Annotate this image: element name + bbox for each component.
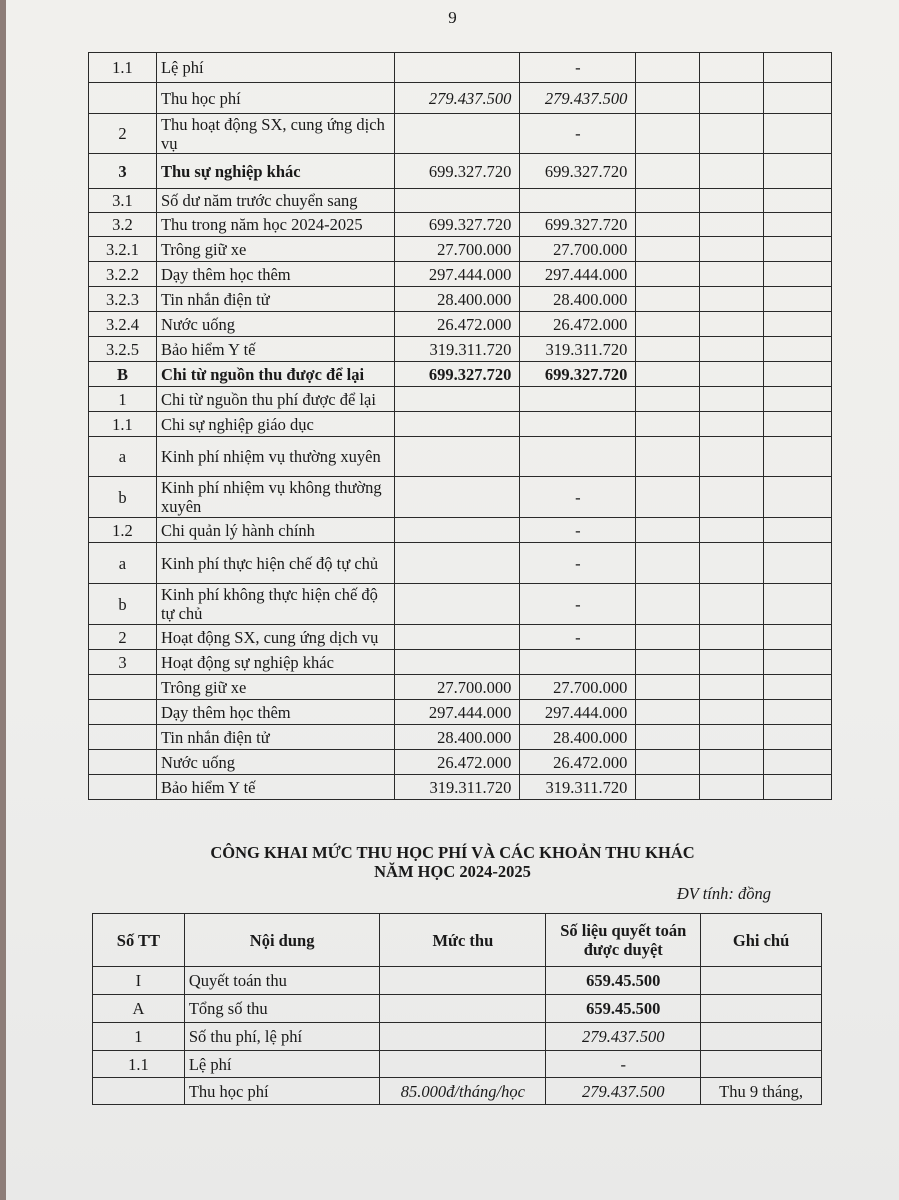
table-row: [89, 775, 832, 800]
empty-cell: [764, 775, 832, 800]
row-number: [89, 750, 157, 775]
row-note: Thu 9 tháng,: [701, 1078, 822, 1105]
row-content: Thu học phí: [156, 83, 394, 114]
table-row: [89, 625, 832, 650]
empty-cell: [764, 543, 832, 584]
empty-cell: [700, 584, 764, 625]
table-row: [89, 437, 832, 477]
table-row: [89, 700, 832, 725]
row-number: [89, 775, 157, 800]
empty-cell: [700, 543, 764, 584]
row-content: Chi quản lý hành chính: [156, 518, 394, 543]
row-value-2: -: [520, 114, 636, 154]
empty-cell: [700, 287, 764, 312]
row-value-2: -: [520, 477, 636, 518]
row-content: Tin nhắn điện tử: [156, 725, 394, 750]
empty-cell: [700, 312, 764, 337]
table-row: [89, 262, 832, 287]
empty-cell: [636, 287, 700, 312]
empty-cell: [636, 437, 700, 477]
row-value-2: 28.400.000: [520, 725, 636, 750]
row-note: [701, 967, 822, 995]
row-number: 3.2: [89, 213, 157, 237]
empty-cell: [700, 337, 764, 362]
empty-cell: [764, 114, 832, 154]
empty-cell: [636, 625, 700, 650]
table-row: [89, 387, 832, 412]
row-value-2: 26.472.000: [520, 750, 636, 775]
table-row: [89, 750, 832, 775]
header-approved: Số liệu quyết toán được duyệt: [546, 914, 701, 967]
empty-cell: [700, 625, 764, 650]
row-value-1: 319.311.720: [394, 337, 520, 362]
header-content: Nội dung: [184, 914, 380, 967]
row-number: b: [89, 584, 157, 625]
row-approved: 279.437.500: [546, 1078, 701, 1105]
empty-cell: [636, 518, 700, 543]
row-value-1: [394, 625, 520, 650]
row-value-1: [394, 543, 520, 584]
empty-cell: [636, 154, 700, 189]
table-row: [89, 650, 832, 675]
row-content: Bảo hiểm Y tế: [156, 775, 394, 800]
empty-cell: [700, 83, 764, 114]
row-value-1: 26.472.000: [394, 312, 520, 337]
row-value-1: 27.700.000: [394, 675, 520, 700]
row-content: Thu học phí: [184, 1078, 380, 1105]
row-rate: [380, 967, 546, 995]
row-value-1: 279.437.500: [394, 83, 520, 114]
row-value-2: 699.327.720: [520, 213, 636, 237]
fee-disclosure-table: [92, 913, 822, 1105]
empty-cell: [764, 518, 832, 543]
row-number: [89, 700, 157, 725]
empty-cell: [636, 387, 700, 412]
row-number: 1: [89, 387, 157, 412]
row-content: Kinh phí nhiệm vụ không thường xuyên: [156, 477, 394, 518]
row-value-2: [520, 437, 636, 477]
row-number: 3.2.5: [89, 337, 157, 362]
row-value-2: 699.327.720: [520, 154, 636, 189]
table-row: [89, 53, 832, 83]
empty-cell: [764, 154, 832, 189]
empty-cell: [700, 477, 764, 518]
row-number: 3: [89, 154, 157, 189]
row-value-2: [520, 650, 636, 675]
row-number: b: [89, 477, 157, 518]
row-value-2: -: [520, 584, 636, 625]
empty-cell: [764, 237, 832, 262]
row-content: Dạy thêm học thêm: [156, 262, 394, 287]
row-number: 3.2.4: [89, 312, 157, 337]
row-number: 1.1: [89, 412, 157, 437]
row-value-1: 28.400.000: [394, 287, 520, 312]
empty-cell: [636, 584, 700, 625]
empty-cell: [700, 362, 764, 387]
row-value-1: [394, 53, 520, 83]
row-rate: [380, 1023, 546, 1051]
row-number: 3: [89, 650, 157, 675]
row-number: [89, 725, 157, 750]
row-content: Kinh phí không thực hiện chế độ tự chủ: [156, 584, 394, 625]
document-page: [6, 0, 899, 1200]
row-number: [89, 83, 157, 114]
unit-label: ĐV tính: đồng: [676, 884, 771, 903]
row-value-2: -: [520, 53, 636, 83]
row-number: 1.2: [89, 518, 157, 543]
header-rate: Mức thu: [380, 914, 546, 967]
row-value-2: [520, 412, 636, 437]
row-approved: 659.45.500: [546, 995, 701, 1023]
row-value-1: [394, 477, 520, 518]
empty-cell: [764, 262, 832, 287]
empty-cell: [764, 53, 832, 83]
row-number: [89, 675, 157, 700]
table-row: [89, 312, 832, 337]
row-number: 1.1: [89, 53, 157, 83]
empty-cell: [700, 412, 764, 437]
row-content: Chi từ nguồn thu phí được để lại: [156, 387, 394, 412]
header-note: Ghi chú: [701, 914, 822, 967]
empty-cell: [764, 675, 832, 700]
table-row: [89, 412, 832, 437]
row-value-1: [394, 650, 520, 675]
row-content: Thu trong năm học 2024-2025: [156, 213, 394, 237]
table-row: [93, 1051, 822, 1078]
empty-cell: [764, 412, 832, 437]
empty-cell: [764, 213, 832, 237]
table-row: [89, 83, 832, 114]
row-content: Tin nhắn điện tử: [156, 287, 394, 312]
empty-cell: [636, 650, 700, 675]
empty-cell: [700, 675, 764, 700]
row-value-2: 297.444.000: [520, 700, 636, 725]
row-content: Hoạt động sự nghiệp khác: [156, 650, 394, 675]
table-row: [89, 114, 832, 154]
row-number: a: [89, 543, 157, 584]
empty-cell: [636, 189, 700, 213]
row-content: Kinh phí nhiệm vụ thường xuyên: [156, 437, 394, 477]
table-row: [89, 543, 832, 584]
row-rate: [380, 1051, 546, 1078]
row-value-1: 297.444.000: [394, 700, 520, 725]
row-note: [701, 1023, 822, 1051]
empty-cell: [700, 437, 764, 477]
row-content: Hoạt động SX, cung ứng dịch vụ: [156, 625, 394, 650]
section-title: CÔNG KHAI MỨC THU HỌC PHÍ VÀ CÁC KHOẢN THU KHÁC: [210, 843, 695, 862]
empty-cell: [700, 518, 764, 543]
row-value-1: [394, 387, 520, 412]
row-value-1: 699.327.720: [394, 213, 520, 237]
row-value-1: [394, 584, 520, 625]
empty-cell: [700, 750, 764, 775]
empty-cell: [764, 312, 832, 337]
table-row: [89, 477, 832, 518]
row-value-2: [520, 387, 636, 412]
table-row: [93, 1023, 822, 1051]
empty-cell: [636, 362, 700, 387]
row-content: Nước uống: [156, 750, 394, 775]
empty-cell: [764, 650, 832, 675]
empty-cell: [636, 700, 700, 725]
page-number: 9: [448, 8, 457, 27]
empty-cell: [700, 154, 764, 189]
table-row: [89, 675, 832, 700]
row-approved: 279.437.500: [546, 1023, 701, 1051]
empty-cell: [636, 775, 700, 800]
row-value-1: 297.444.000: [394, 262, 520, 287]
row-content: Thu hoạt động SX, cung ứng dịch vụ: [156, 114, 394, 154]
empty-cell: [764, 337, 832, 362]
empty-cell: [700, 189, 764, 213]
row-value-1: 699.327.720: [394, 154, 520, 189]
empty-cell: [700, 237, 764, 262]
table-row: [93, 995, 822, 1023]
empty-cell: [636, 237, 700, 262]
row-content: Dạy thêm học thêm: [156, 700, 394, 725]
row-content: Quyết toán thu: [184, 967, 380, 995]
row-value-2: 319.311.720: [520, 337, 636, 362]
empty-cell: [636, 337, 700, 362]
row-content: Chi sự nghiệp giáo dục: [156, 412, 394, 437]
row-approved: 659.45.500: [546, 967, 701, 995]
row-value-1: 699.327.720: [394, 362, 520, 387]
table-row: [89, 189, 832, 213]
empty-cell: [636, 262, 700, 287]
row-content: Bảo hiểm Y tế: [156, 337, 394, 362]
empty-cell: [764, 387, 832, 412]
empty-cell: [764, 725, 832, 750]
empty-cell: [636, 675, 700, 700]
empty-cell: [700, 387, 764, 412]
table-row: [89, 237, 832, 262]
row-value-2: 319.311.720: [520, 775, 636, 800]
row-value-1: [394, 518, 520, 543]
row-content: Số thu phí, lệ phí: [184, 1023, 380, 1051]
empty-cell: [764, 83, 832, 114]
empty-cell: [636, 53, 700, 83]
row-content: Trông giữ xe: [156, 675, 394, 700]
row-content: Số dư năm trước chuyển sang: [156, 189, 394, 213]
header-no: Số TT: [93, 914, 185, 967]
row-number: a: [89, 437, 157, 477]
row-value-1: [394, 412, 520, 437]
table-header-row: [93, 914, 822, 967]
row-rate: [380, 995, 546, 1023]
row-value-2: [520, 189, 636, 213]
row-value-2: 279.437.500: [520, 83, 636, 114]
empty-cell: [700, 775, 764, 800]
row-number: I: [93, 967, 185, 995]
empty-cell: [764, 700, 832, 725]
row-number: 3.2.3: [89, 287, 157, 312]
row-number: 3.1: [89, 189, 157, 213]
row-note: [701, 1051, 822, 1078]
empty-cell: [764, 362, 832, 387]
empty-cell: [700, 650, 764, 675]
table-row: [89, 213, 832, 237]
financial-report-table: [88, 52, 832, 800]
empty-cell: [636, 477, 700, 518]
row-value-2: -: [520, 543, 636, 584]
row-content: Kinh phí thực hiện chế độ tự chủ: [156, 543, 394, 584]
table-row: [89, 337, 832, 362]
empty-cell: [700, 725, 764, 750]
row-content: Tổng số thu: [184, 995, 380, 1023]
row-content: Nước uống: [156, 312, 394, 337]
empty-cell: [636, 114, 700, 154]
empty-cell: [764, 625, 832, 650]
empty-cell: [700, 700, 764, 725]
row-value-1: 26.472.000: [394, 750, 520, 775]
empty-cell: [764, 437, 832, 477]
row-value-1: 28.400.000: [394, 725, 520, 750]
section-subtitle: NĂM HỌC 2024-2025: [374, 862, 531, 881]
empty-cell: [636, 543, 700, 584]
empty-cell: [636, 412, 700, 437]
row-value-1: 27.700.000: [394, 237, 520, 262]
row-value-2: 297.444.000: [520, 262, 636, 287]
empty-cell: [700, 213, 764, 237]
row-value-2: -: [520, 625, 636, 650]
row-value-2: 28.400.000: [520, 287, 636, 312]
table-row: [89, 154, 832, 189]
row-value-2: 699.327.720: [520, 362, 636, 387]
empty-cell: [636, 725, 700, 750]
row-number: 2: [89, 114, 157, 154]
row-value-2: 26.472.000: [520, 312, 636, 337]
table-row: [89, 584, 832, 625]
row-content: Chi từ nguồn thu được để lại: [156, 362, 394, 387]
empty-cell: [636, 83, 700, 114]
empty-cell: [764, 287, 832, 312]
row-number: A: [93, 995, 185, 1023]
row-content: Lệ phí: [184, 1051, 380, 1078]
empty-cell: [636, 213, 700, 237]
table-row: [89, 725, 832, 750]
row-value-1: [394, 114, 520, 154]
row-number: 1.1: [93, 1051, 185, 1078]
row-content: Thu sự nghiệp khác: [156, 154, 394, 189]
empty-cell: [764, 189, 832, 213]
empty-cell: [700, 262, 764, 287]
row-value-1: [394, 437, 520, 477]
empty-cell: [764, 584, 832, 625]
table-row: [93, 1078, 822, 1105]
table-row: [89, 362, 832, 387]
row-number: 3.2.2: [89, 262, 157, 287]
row-number: 2: [89, 625, 157, 650]
row-note: [701, 995, 822, 1023]
row-value-1: [394, 189, 520, 213]
row-approved: -: [546, 1051, 701, 1078]
empty-cell: [700, 53, 764, 83]
row-number: 1: [93, 1023, 185, 1051]
row-content: Lệ phí: [156, 53, 394, 83]
table-row: [93, 967, 822, 995]
row-value-1: 319.311.720: [394, 775, 520, 800]
table-row: [89, 287, 832, 312]
row-number: 3.2.1: [89, 237, 157, 262]
row-rate: 85.000đ/tháng/học: [380, 1078, 546, 1105]
row-value-2: -: [520, 518, 636, 543]
row-content: Trông giữ xe: [156, 237, 394, 262]
row-value-2: 27.700.000: [520, 675, 636, 700]
empty-cell: [636, 312, 700, 337]
row-number: [93, 1078, 185, 1105]
empty-cell: [700, 114, 764, 154]
table-row: [89, 518, 832, 543]
empty-cell: [636, 750, 700, 775]
empty-cell: [764, 750, 832, 775]
row-value-2: 27.700.000: [520, 237, 636, 262]
row-number: B: [89, 362, 157, 387]
empty-cell: [764, 477, 832, 518]
